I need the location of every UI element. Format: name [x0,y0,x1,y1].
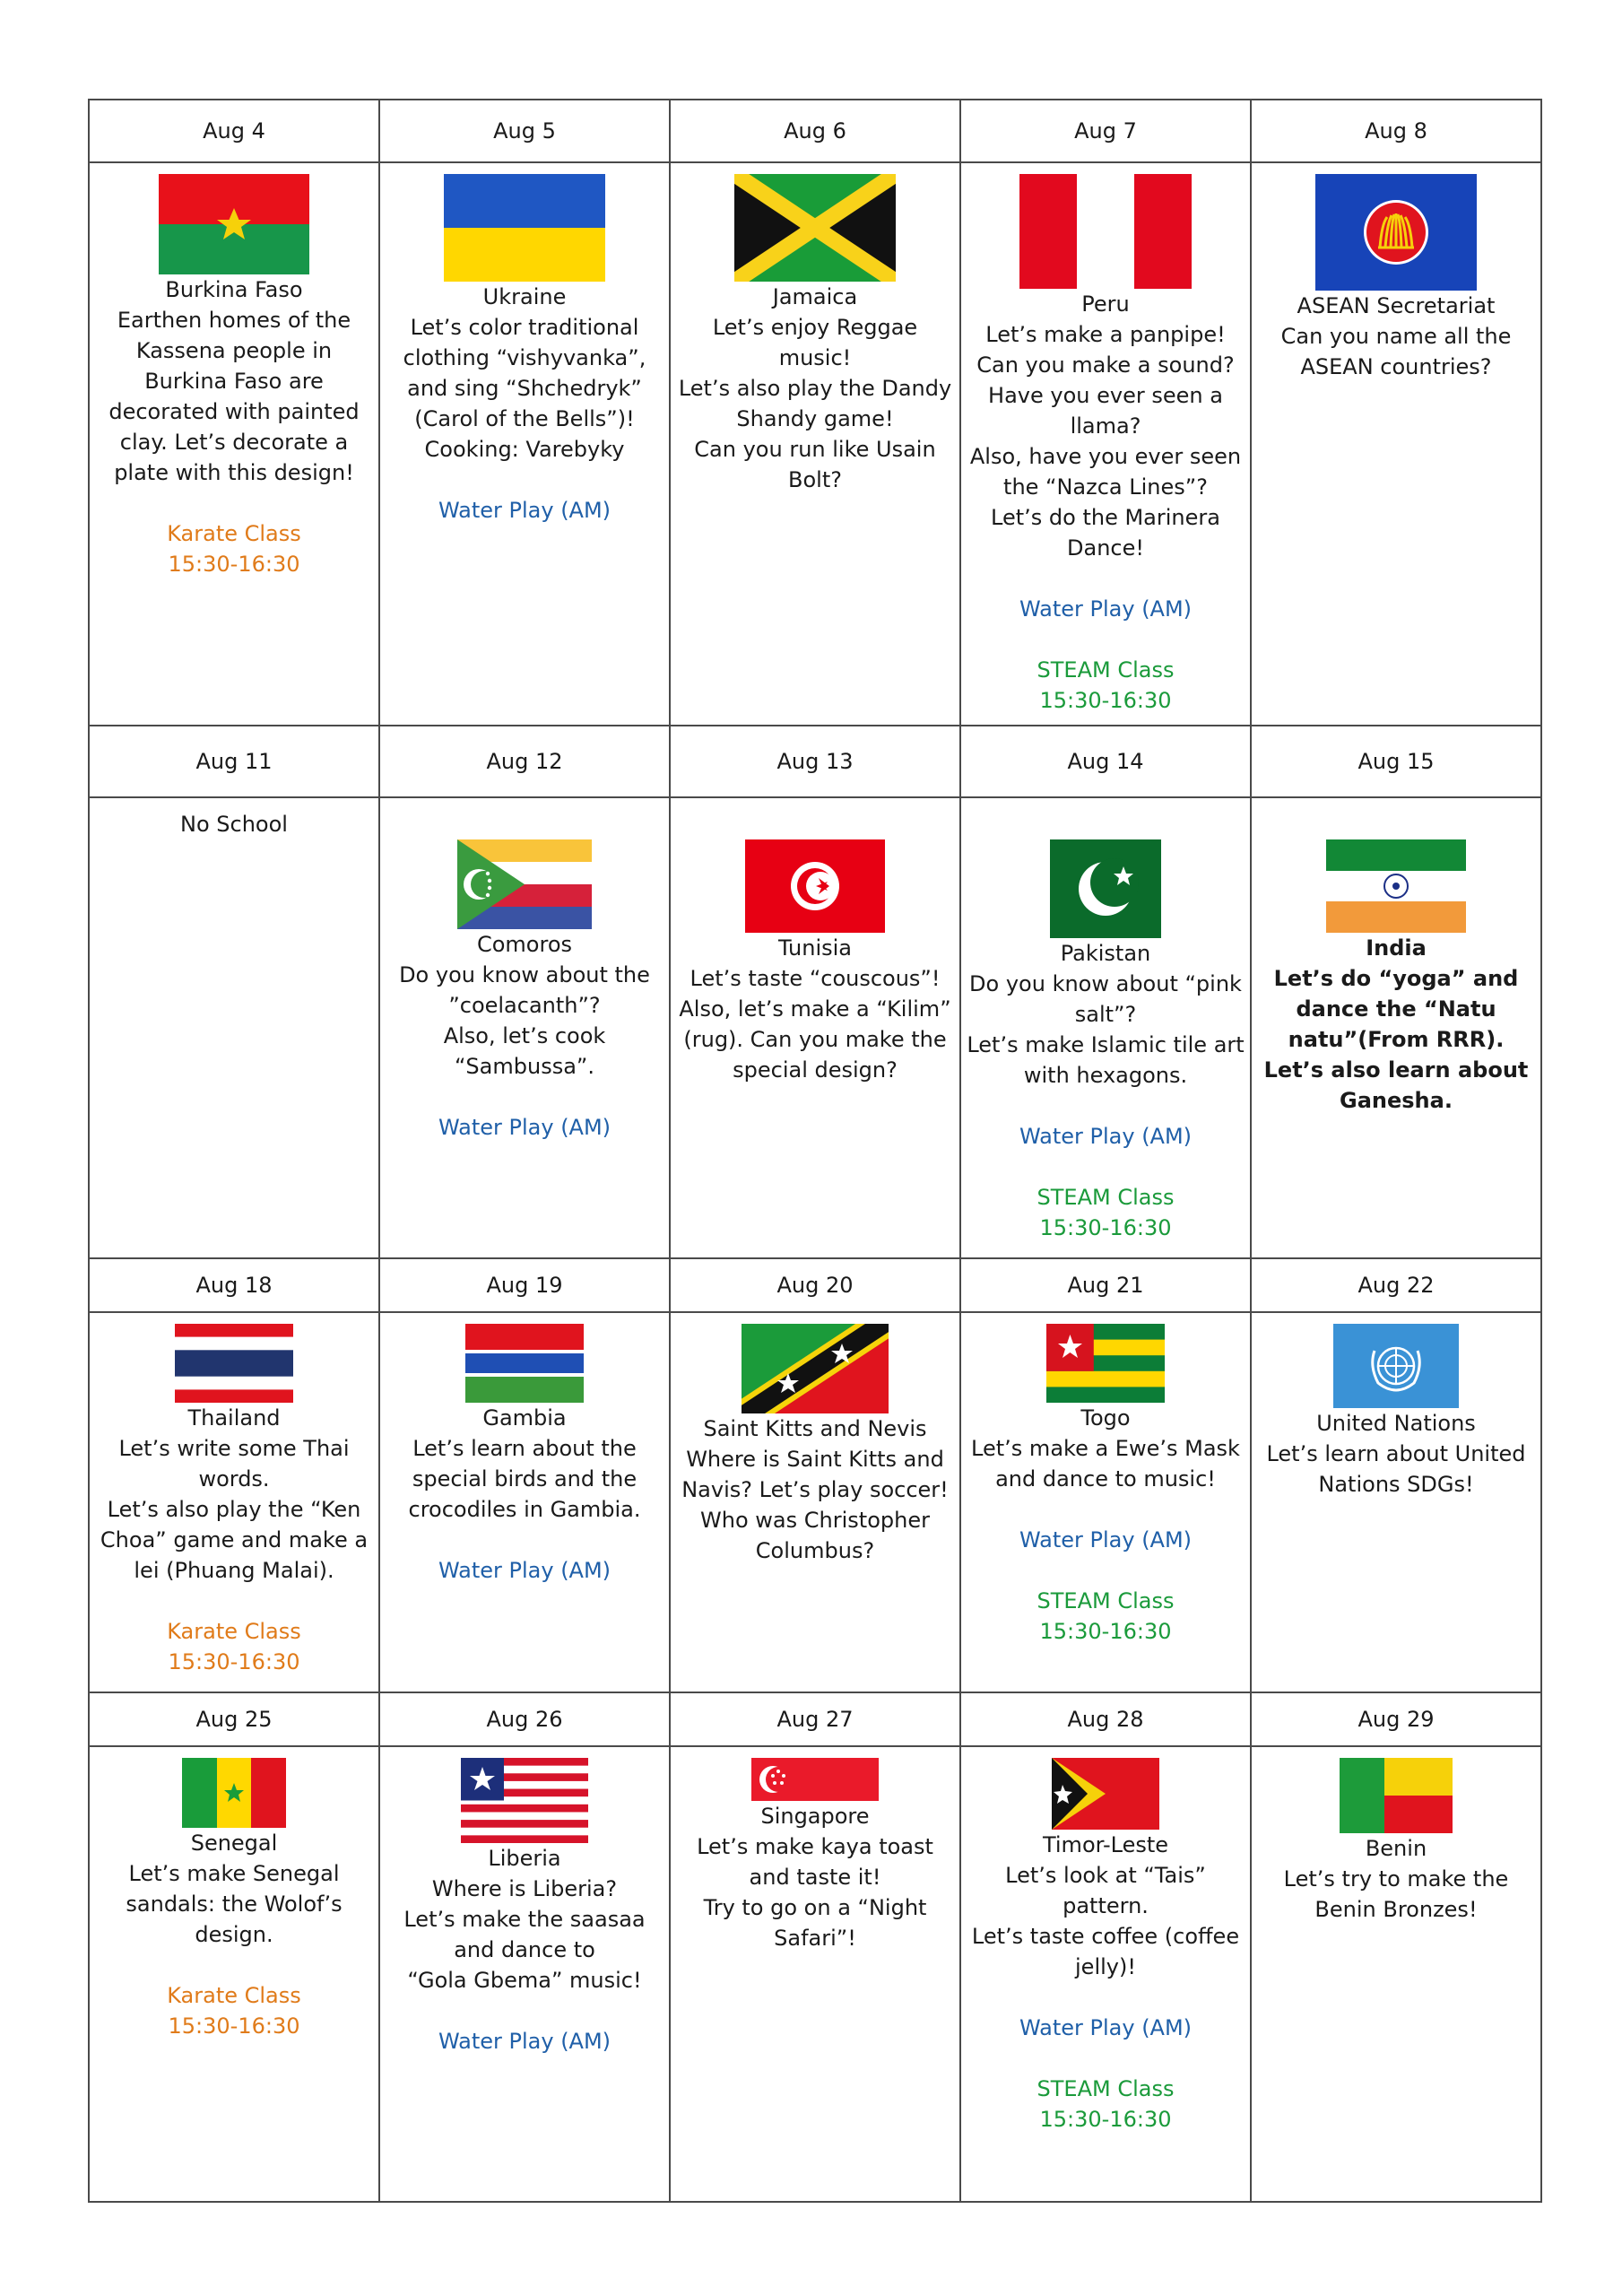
activity-text: Let’s also learn about Ganesha. [1263,1057,1529,1113]
day-header: Aug 20 [670,1258,960,1312]
activity-text: Let’s learn about United Nations SDGs! [1266,1441,1526,1497]
day-cell [89,797,379,1258]
country-name: Gambia [482,1405,567,1431]
day-header: Aug 13 [670,726,960,797]
water-class-label: Water Play (AM) [438,498,612,523]
activity-text: Let’s do “yoga” and dance the “Natu natu”(From RRR). [1273,966,1519,1052]
day-cell [960,1312,1251,1692]
day-header: Aug 12 [379,726,670,797]
steam-class-label: 15:30-16:30 [1039,688,1172,713]
activity-text: Let’s make Senegal sandals: the Wolof’s design. [126,1861,343,1947]
day-header: Aug 18 [89,1258,379,1312]
activity-text: Who was Christopher Columbus? [700,1508,930,1563]
day-header: Aug 28 [960,1692,1251,1746]
calendar-table [88,99,1542,2203]
activity-text: Also, have you ever seen the “Nazca Lines”? [969,444,1242,500]
country-name: Jamaica [772,284,858,309]
karate-class-label: Karate Class [167,521,301,546]
water-class-label: Water Play (AM) [1019,596,1193,622]
peru-flag-icon [1019,174,1192,289]
steam-class-label: STEAM Class [1037,2076,1175,2101]
activity-text: Also, let’s cook [443,1023,606,1048]
day-cell [89,162,379,726]
activity-text: Let’s enjoy Reggae music! [712,315,918,370]
country-name: Comoros [476,932,573,957]
benin-flag-icon [1340,1758,1453,1833]
day-header: Aug 29 [1251,1692,1541,1746]
day-header: Aug 21 [960,1258,1251,1312]
karate-class-label: 15:30-16:30 [168,1649,300,1674]
steam-class-label: 15:30-16:30 [1039,2107,1172,2132]
liberia-stripe [461,1835,588,1843]
asean-flag-icon [1315,174,1477,291]
activity-text: Let’s also play the Dandy Shandy game! [678,376,952,431]
day-cell [670,797,960,1258]
country-name: Saint Kitts and Nevis [703,1416,927,1441]
steam-class-label: 15:30-16:30 [1039,1215,1172,1240]
activity-text: Let’s write some Thai words. [118,1436,350,1492]
activity-text: Let’s make kaya toast and taste it! [697,1834,933,1890]
activity-text: ”coelacanth”? [448,993,601,1018]
day-cell [379,797,670,1258]
karate-class-label: Karate Class [167,1983,301,2008]
activity-text: Can you name all the ASEAN countries? [1280,324,1512,379]
steam-class-label: STEAM Class [1037,657,1175,683]
ukraine-flag-icon [444,174,605,282]
day-header: Aug 22 [1251,1258,1541,1312]
timor-leste-flag-icon [1052,1758,1159,1830]
day-cell [1251,1312,1541,1692]
tunisia-flag-icon [745,839,885,933]
activity-text: Do you know about “pink salt”? [969,971,1242,1027]
steam-class-label: STEAM Class [1037,1588,1175,1613]
day-cell [670,1746,960,2202]
activity-text: Let’s make the saasaa and dance to [403,1907,646,1962]
country-name: United Nations [1316,1411,1476,1436]
country-name: Liberia [488,1846,561,1871]
activity-text: Let’s taste “couscous”! [690,966,941,991]
day-cell [960,162,1251,726]
country-name: Thailand [187,1405,281,1431]
country-name: Togo [1080,1405,1131,1431]
week-body-row [89,797,1541,1258]
liberia-flag-icon [461,1758,588,1843]
activity-text: Let’s learn about the special birds and the crocodiles in Gambia. [408,1436,641,1522]
singapore-flag-icon [751,1758,879,1801]
country-name: Ukraine [482,284,567,309]
week-header-row [89,1692,1541,1746]
country-name: Timor-Leste [1042,1832,1169,1857]
karate-class-label: 15:30-16:30 [168,2013,300,2039]
activity-text: Also, let’s make a “Kilim” (rug). Can you make the special design? [679,996,951,1083]
day-header: Aug 14 [960,726,1251,797]
activity-text: Where is Saint Kitts and Navis? Let’s play soccer! [681,1447,949,1502]
steam-class-label: 15:30-16:30 [1039,1619,1172,1644]
activity-text: Let’s try to make the Benin Bronzes! [1283,1866,1509,1922]
activity-text: Cooking: Varebyky [424,437,625,462]
country-name: India [1366,935,1427,961]
activity-text: “Gola Gbema” music! [407,1968,642,1993]
saint-kitts-and-nevis-flag-icon [742,1324,889,1413]
activity-text: No School [180,812,288,837]
day-header: Aug 7 [960,100,1251,162]
united-nations-flag-icon [1333,1324,1459,1408]
water-class-label: Water Play (AM) [1019,2015,1193,2040]
week-header-row [89,726,1541,797]
week-body-row [89,1312,1541,1692]
day-cell [379,1746,670,2202]
day-cell [960,797,1251,1258]
activity-text: Let’s color traditional clothing “vishyvanka”, and sing “Shchedryk” (Carol of the Bells”)! [403,315,646,431]
day-header: Aug 25 [89,1692,379,1746]
water-class-label: Water Play (AM) [438,1115,612,1140]
day-header: Aug 11 [89,726,379,797]
activity-text: Let’s make Islamic tile art with hexagons. [967,1032,1245,1088]
day-cell [379,162,670,726]
activity-text: Where is Liberia? [431,1876,618,1901]
day-cell [89,1312,379,1692]
activity-text: Let’s make a panpipe! Can you make a sound? [976,322,1235,378]
jamaica-flag-icon [734,174,896,282]
karate-class-label: Karate Class [167,1619,301,1644]
liberia-stripe [461,1820,588,1828]
day-cell [670,1312,960,1692]
water-class-label: Water Play (AM) [438,2029,612,2054]
karate-class-label: 15:30-16:30 [168,552,300,577]
day-cell [89,1746,379,2202]
country-name: Singapore [760,1804,870,1829]
day-cell [960,1746,1251,2202]
activity-text: Let’s look at “Tais” pattern. [1005,1863,1206,1918]
water-class-label: Water Play (AM) [1019,1527,1193,1552]
day-header: Aug 19 [379,1258,670,1312]
activity-text: “Sambussa”. [455,1054,594,1079]
day-cell [1251,797,1541,1258]
senegal-flag-icon [182,1758,286,1828]
activity-text: Let’s also play the “Ken Choa” game and make a lei (Phuang Malai). [100,1497,369,1583]
activity-text: Let’s taste coffee (coffee jelly)! [971,1924,1240,1979]
activity-text: Can you run like Usain Bolt? [694,437,936,492]
day-header: Aug 4 [89,100,379,162]
day-header: Aug 27 [670,1692,960,1746]
activity-text: Earthen homes of the Kassena people in Burkina Faso are decorated with painted clay. Let’s decorate a plate with this design! [108,308,360,485]
country-name: Tunisia [778,935,852,961]
week-body-row [89,1746,1541,2202]
day-header: Aug 6 [670,100,960,162]
day-header: Aug 5 [379,100,670,162]
day-header: Aug 26 [379,1692,670,1746]
steam-class-label: STEAM Class [1037,1185,1175,1210]
country-name: Senegal [190,1831,278,1856]
country-name: Pakistan [1060,941,1151,966]
day-cell [1251,1746,1541,2202]
country-name: Benin [1365,1836,1427,1861]
country-name: Peru [1081,291,1130,317]
day-header: Aug 15 [1251,726,1541,797]
india-flag-icon [1326,839,1466,933]
water-class-label: Water Play (AM) [438,1558,612,1583]
activity-text: Let’s do the Marinera Dance! [991,505,1220,561]
activity-text: Do you know about the [399,962,650,987]
day-cell [379,1312,670,1692]
activity-text: Try to go on a “Night Safari”! [703,1895,927,1951]
week-body-row [89,162,1541,726]
country-name: ASEAN Secretariat [1297,293,1496,318]
week-header-row [89,1258,1541,1312]
comoros-flag-icon [457,839,592,929]
day-cell [1251,162,1541,726]
water-class-label: Water Play (AM) [1019,1124,1193,1149]
activity-text: Have you ever seen a llama? [988,383,1223,439]
week-header-row [89,100,1541,162]
country-name: Burkina Faso [165,277,303,302]
liberia-stripe [461,1805,588,1813]
pakistan-flag-icon [1050,839,1161,938]
gambia-flag-icon [465,1324,584,1403]
activity-text: Let’s make a Ewe’s Mask and dance to music! [971,1436,1240,1492]
thailand-flag-icon [175,1324,293,1403]
burkina-faso-flag-icon [159,174,309,274]
day-header: Aug 8 [1251,100,1541,162]
togo-flag-icon [1046,1324,1165,1403]
day-cell [670,162,960,726]
